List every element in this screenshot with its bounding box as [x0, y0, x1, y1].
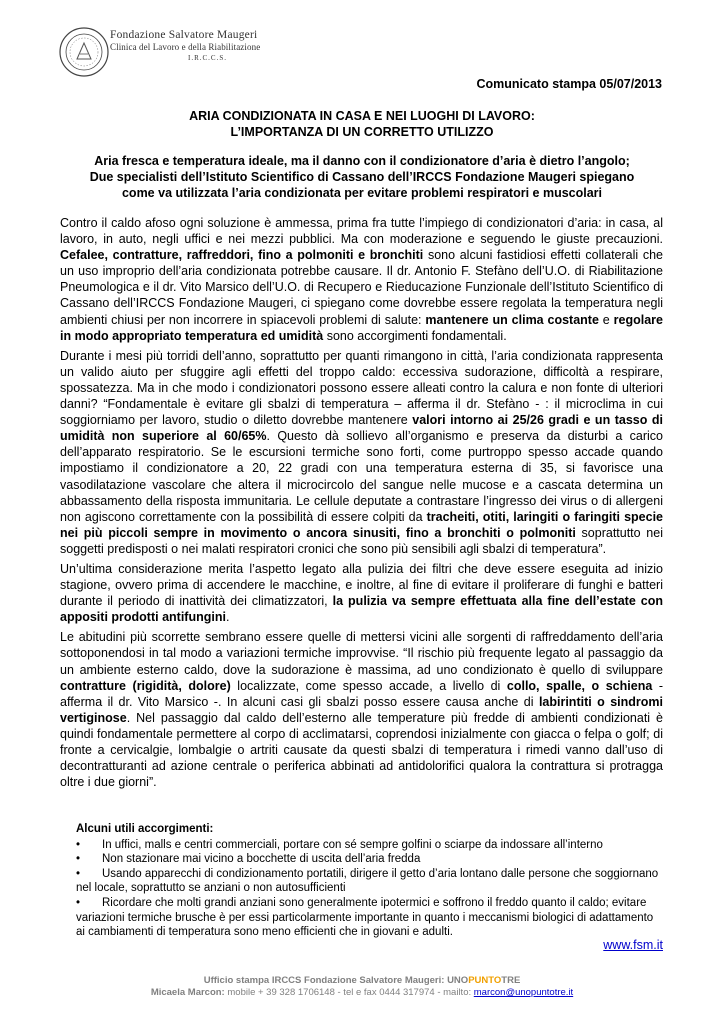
email-link[interactable]: marcon@unopuntotre.it: [473, 987, 574, 998]
contact-name: Micaela Marcon:: [150, 987, 225, 998]
text-run: localizzate, come spesso accade, a livello di: [230, 678, 507, 693]
press-release-date: Comunicato stampa 05/07/2013: [476, 77, 662, 91]
press-subtitle: [60, 153, 664, 201]
text-run: Ufficio stampa IRCCS Fondazione Salvatore Maugeri: UNO: [203, 975, 469, 986]
text-run: .: [225, 610, 230, 625]
bold-run: tracheiti, otiti, laringiti o faringiti specie nei più piccoli sempre in movimento o ancora sinusiti, fino a bronchiti o polmoniti: [60, 509, 663, 540]
subtitle-line-2: Due specialisti dell’Istituto Scientifico di Cassano dell’IRCCS Fondazione Maugeri spiegano: [89, 170, 635, 184]
bold-run: regolare in modo appropriato temperatura ed umidità: [60, 312, 663, 343]
accent-text: PUNTO: [468, 975, 502, 986]
text-run: e: [598, 312, 614, 327]
website-link[interactable]: www.fsm.it: [603, 938, 663, 952]
article-body: [60, 215, 663, 794]
paragraph-filters: [60, 561, 663, 625]
organization-name: [110, 29, 260, 63]
subtitle-line-1: Aria fresca e temperatura ideale, ma il danno con il condizionatore d’aria è dietro l’angolo;: [94, 154, 630, 168]
tips-box: [76, 822, 663, 940]
bold-run: la pulizia va sempre effettuata alla fine dell’estate con appositi prodotti antifungini: [60, 594, 663, 625]
text-run: . Questo dà sollievo all’organismo e preserva da disturbi a carico dell’apparato respiratorio. Se le escursioni termiche sono forti, come purtroppo spesso accade quando impostiamo il condizionatore a 20, 22 gradi con una temperatura esterna di 35, si favorisce una vasodilatazione vascolare che altera il microcircolo del sangue nelle mucose e a cascata determina un abbassamento della risposta immunitaria. Le cellule deputate a contrastare l’ingresso dei virus o di allergeni non agiscono correttamente con la possibilità di essere colpiti da: [60, 429, 663, 524]
contact-details: mobile + 39 328 1706148 - tel e fax 0444 317974 - mailto:: [224, 987, 474, 998]
subtitle-line-3: come va utilizzata l’aria condizionata per evitare problemi respiratori e muscolari: [121, 186, 603, 200]
bold-run: collo, spalle, o schiena: [506, 678, 653, 693]
tip-item: [76, 852, 663, 867]
bold-run: mantenere un clima costante: [425, 312, 599, 327]
bullet-icon: •: [76, 867, 81, 880]
paragraph-intro: [60, 215, 663, 344]
press-office-line: [0, 975, 724, 987]
text-run: sono accorgimenti fondamentali.: [323, 328, 507, 343]
paragraph-temperature: [60, 348, 663, 557]
org-clinic-line: Clinica del Lavoro e della Riabilitazione: [110, 42, 261, 52]
bullet-icon: •: [76, 853, 81, 866]
tip-item: [76, 896, 663, 940]
bold-run: Cefalee, contratture, raffreddori, fino a polmoniti e bronchiti: [60, 248, 424, 263]
press-title: [60, 108, 664, 140]
foundation-seal-logo: [58, 26, 110, 78]
tip-text: Non stazionare mai vicino a bocchette di uscita dell’aria fredda: [102, 853, 421, 866]
tip-item: [76, 867, 663, 896]
text-run: - afferma il dr. Vito Marsico -. In alcuni casi gli sbalzi posso essere causa anche di: [60, 678, 663, 709]
tip-text: Ricordare che molti grandi anziani sono generalmente ipotermici e soffrono il freddo quanto il caldo; evitare variazioni termiche brusche è per essi particolarmente importante in quanto i meccanismi biologici di adattamento ai cambiamenti di temperatura sono meno efficienti che in giovani e adulti.: [76, 896, 654, 939]
letterhead: [58, 26, 358, 86]
text-run: Un’ultima considerazione merita l’aspetto legato alla pulizia dei filtri che deve essere eseguita ad inizio stagione, ovvero prima di accendere le macchine, e inoltre, al fine di evitare il proliferare di funghi e batteri durante il periodo di inattività dei climatizzatori,: [60, 561, 663, 609]
text-run: Contro il caldo afoso ogni soluzione è ammessa, prima fra tutte l’impiego di condizionatori d’aria: in casa, al lavoro, in auto, negli uffici e nei mezzi pubblici. Ma con moderazione e seguendo le giuste precauzioni.: [60, 216, 663, 247]
bold-run: contratture (rigidità, dolore): [60, 678, 231, 693]
title-line-1: ARIA CONDIZIONATA IN CASA E NEI LUOGHI DI LAVORO:: [189, 109, 535, 123]
tips-title: Alcuni utili accorgimenti:: [76, 823, 214, 835]
paragraph-habits: [60, 629, 663, 790]
text-run: Durante i mesi più torridi dell’anno, soprattutto per quanti rimangono in città, l’aria condizionata rappresenta un valido aiuto per sfuggire agli effetti del troppo caldo: eccessiva sudorazione, difficoltà a respirare, spossatezza. Ma in che modo i condizionatori possono essere alleati contro la calura e non fonte di ulteriori danni? “Fondamentale è evitare gli sbalzi di temperatura – afferma il dr. Stefàno - : il microclima in cui soggiorniamo per lavoro, studio o diletto dovrebbe mantenere: [60, 348, 663, 428]
org-irccs-line: I.R.C.C.S.: [188, 54, 227, 62]
text-run: Le abitudini più scorrette sembrano essere quelle di mettersi vicini alle sorgenti di raffreddamento dell’aria sottoponendosi in tal modo a variazioni termiche improvvise. “Il rischio più frequente legato al passaggio da un ambiente esterno caldo, dove la sudorazione è massima, ad uno condizionato è quello di sviluppare: [60, 630, 663, 677]
text-run: sono alcuni fastidiosi effetti collaterali che un uso improprio dell’aria condizionata potrebbe causare. Il dr. Antonio F. Stefàno dell’U.O. di Riabilitazione Pneumologica e il dr. Vito Marsico dell’U.O. di Recupero e Rieducazione Funzionale dell’Istituto Scientifico di Cassano dell’IRCCS Fondazione Maugeri, ci spiegano come dovrebbe essere regolata la temperatura negli ambienti chiusi per non incorrere in spiacevoli problemi di salute:: [60, 248, 663, 327]
title-line-2: L’IMPORTANZA DI UN CORRETTO UTILIZZO: [230, 125, 494, 139]
org-name-line: Fondazione Salvatore Maugeri: [110, 29, 258, 41]
contact-line: [0, 987, 724, 999]
bullet-icon: •: [76, 838, 81, 851]
bold-run: valori intorno ai 25/26 gradi e un tasso di umidità non superiore al 60/65%: [60, 413, 663, 444]
text-run: TRE: [501, 975, 521, 986]
text-run: . Nel passaggio dal caldo dell’esterno alle temperature più fredde di ambienti condizionati è quindi fondamentale permettere al corpo di acclimatarsi, coprendosi inizialmente con giacca o felpa o golf; di fronte a cervicalgie, lombalgie o artriti causate da questi sbalzi di temperatura i rimedi vanno dall’uso di decontratturanti ad azione centrale o periferica abbinati ad antidolorifici qualora la contrattura si protragga oltre i due giorni”.: [60, 710, 663, 790]
tip-item: [76, 838, 663, 853]
press-office-footer: [0, 975, 724, 999]
text-run: soprattutto nei soggetti predisposti o nei malati respiratori cronici che sono più sensibili agli sbalzi di temperatura”.: [60, 525, 663, 556]
bold-run: labirintiti o sindromi vertiginose: [60, 694, 663, 725]
tip-text: Usando apparecchi di condizionamento portatili, dirigere il getto d’aria lontano dalle persone che soggiornano nel locale, soprattutto se anziani o non autosufficienti: [76, 867, 659, 895]
tip-text: In uffici, malls e centri commerciali, portare con sé sempre golfini o sciarpe da indossare all’interno: [102, 838, 603, 851]
bullet-icon: •: [76, 896, 81, 909]
tips-list: [76, 838, 663, 940]
